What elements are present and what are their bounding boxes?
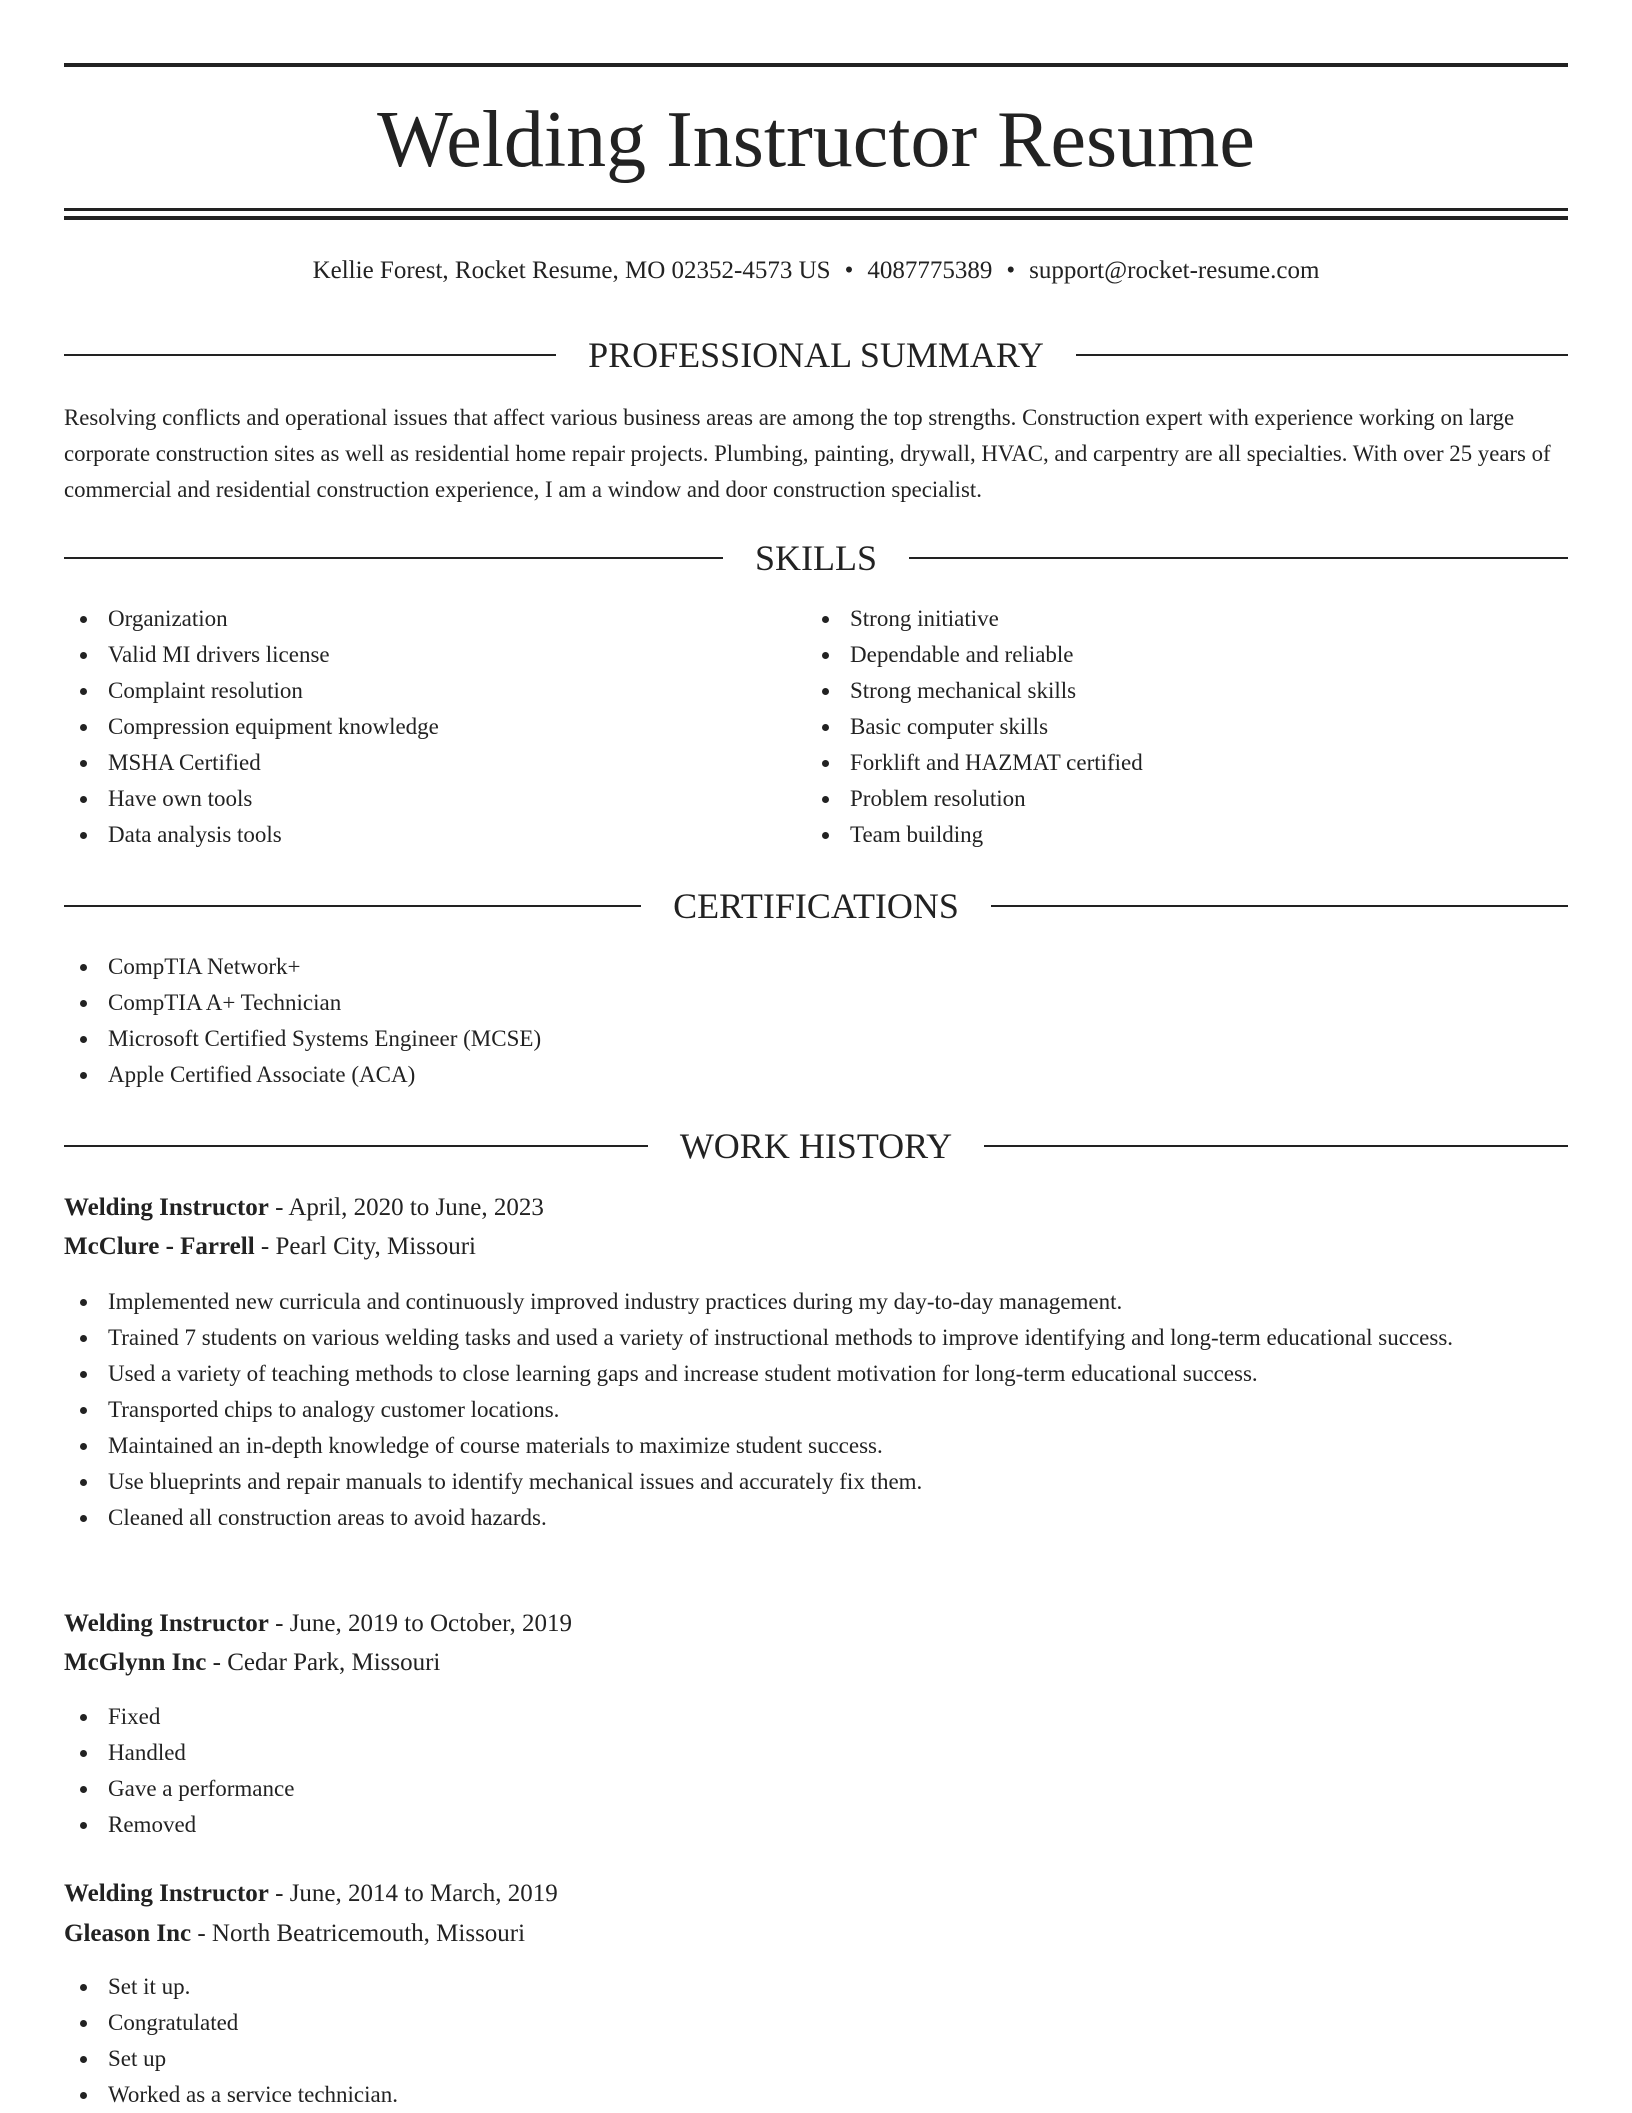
skill-item: Team building [806,817,1546,853]
bullet-dot [80,796,87,803]
bullet-dot [80,1714,87,1721]
certifications-heading [64,884,1568,928]
job-duty-item: Gave a performance [64,1771,1568,1807]
job-duty-item: Fixed [64,1699,1568,1735]
bullet-dot [822,724,829,731]
bullet-dot [80,2092,87,2099]
resume-title: Welding Instructor Resume [377,96,1255,184]
bullet-dot [80,2020,87,2027]
bullet-dot [80,724,87,731]
bullet-dot [80,1072,87,1079]
certification-item: CompTIA Network+ [64,949,1568,985]
skill-item: Data analysis tools [64,817,804,853]
bullet-dot [80,1299,87,1306]
bullet-dot [80,1371,87,1378]
skill-item: Problem resolution [806,781,1546,817]
job-duty-item: Use blueprints and repair manuals to identify mechanical issues and accurately fix them. [64,1464,1568,1500]
job-duty-item: Cleaned all construction areas to avoid hazards. [64,1500,1568,1536]
skill-item: MSHA Certified [64,745,804,781]
job-duty-item: Congratulated [64,2005,1568,2041]
work-history-heading-label: WORK HISTORY [679,1126,953,1166]
bullet-dot [80,1515,87,1522]
bullet-dot [80,1984,87,1991]
summary-heading [64,333,1568,377]
skills-heading-label: SKILLS [755,538,878,578]
heading-rule [64,1145,648,1147]
bullet-dot [80,1036,87,1043]
heading-rule [64,905,641,907]
work-history-heading [64,1124,1568,1168]
job-title: Welding Instructor [64,1880,269,1907]
job-location: - Cedar Park, Missouri [206,1649,441,1676]
job-duty-item: Set up [64,2041,1568,2077]
skill-item: Strong mechanical skills [806,673,1546,709]
job-duty-item: Worked as a service technician. [64,2077,1568,2113]
heading-rule [64,557,723,559]
job-duty-item: Used a variety of teaching methods to close learning gaps and increase student motivation for long-term educational success. [64,1356,1568,1392]
certification-item: CompTIA A+ Technician [64,985,1568,1021]
bullet-dot [822,832,829,839]
bullet-dot [822,796,829,803]
bullet-dot [80,760,87,767]
certification-item: Apple Certified Associate (ACA) [64,1057,1568,1093]
job-title: Welding Instructor [64,1194,269,1221]
job-company: McClure - Farrell [64,1233,255,1260]
job-duties-list [64,1284,1568,1536]
contact-email: support@rocket-resume.com [1029,257,1320,284]
heading-rule [64,354,556,356]
skills-list-right [806,601,1546,853]
bullet-dot [80,832,87,839]
job-location: - Pearl City, Missouri [254,1233,476,1260]
skill-item: Forklift and HAZMAT certified [806,745,1546,781]
skill-item: Basic computer skills [806,709,1546,745]
bullet-dot [80,1750,87,1757]
bullet-dot [80,616,87,623]
bullet-dot [80,688,87,695]
header-double-rule-upper [64,208,1568,211]
skill-item: Have own tools [64,781,804,817]
job-duties-list [64,1969,1568,2113]
job-duty-item: Set it up. [64,1969,1568,2005]
contact-separator: • [1006,257,1016,284]
bullet-dot [822,616,829,623]
job-duty-item: Maintained an in-depth knowledge of course materials to maximize student success. [64,1428,1568,1464]
heading-rule [909,557,1568,559]
job-duties-list [64,1699,1568,1843]
job-duty-item: Transported chips to analogy customer locations. [64,1392,1568,1428]
heading-rule [984,1145,1568,1147]
job-dates: - June, 2014 to March, 2019 [268,1880,558,1907]
contact-phone: 4087775389 [867,257,993,284]
bullet-dot [80,1000,87,1007]
job-title-line [64,1875,558,1913]
skill-item: Compression equipment knowledge [64,709,804,745]
bullet-dot [80,652,87,659]
summary-text: Resolving conflicts and operational issues that affect various business areas are among the top strengths. Construction expert with experience working on large corporate construction sites as well as residential home repair projects. Plumbing, painting, drywall, HVAC, and carpentry are all specialties. With over 25 years of commercial and residential construction experience, I am a window and door construction specialist. [64,405,1551,502]
job-title-line [64,1605,572,1643]
contact-address: Kellie Forest, Rocket Resume, MO 02352-4573 US [312,257,831,284]
job-duty-item: Handled [64,1735,1568,1771]
header-double-rule-lower [64,216,1568,220]
job-dates: - June, 2019 to October, 2019 [268,1610,572,1637]
contact-separator: • [844,257,854,284]
bullet-dot [80,1443,87,1450]
certifications-list [64,949,1568,1093]
job-company-line [64,1915,525,1953]
bullet-dot [822,688,829,695]
job-title: Welding Instructor [64,1610,269,1637]
job-dates: - April, 2020 to June, 2023 [268,1194,544,1221]
skill-item: Valid MI drivers license [64,637,804,673]
bullet-dot [80,1335,87,1342]
bullet-dot [80,2056,87,2063]
job-duty-item: Removed [64,1807,1568,1843]
heading-rule [991,905,1568,907]
skill-item: Organization [64,601,804,637]
header-top-rule [64,63,1568,67]
job-company-line [64,1228,476,1266]
job-company-line [64,1644,440,1682]
bullet-dot [822,760,829,767]
bullet-dot [80,1407,87,1414]
job-title-line [64,1189,544,1227]
job-company: Gleason Inc [64,1920,192,1947]
job-company: McGlynn Inc [64,1649,207,1676]
heading-rule [1076,354,1568,356]
certification-item: Microsoft Certified Systems Engineer (MCSE) [64,1021,1568,1057]
bullet-dot [80,1822,87,1829]
summary-heading-label: PROFESSIONAL SUMMARY [588,335,1044,375]
contact-line [64,254,1568,288]
skill-item: Dependable and reliable [806,637,1546,673]
skill-item: Strong initiative [806,601,1546,637]
job-location: - North Beatricemouth, Missouri [191,1920,526,1947]
job-duty-item: Trained 7 students on various welding tasks and used a variety of instructional methods to improve identifying and long-term educational success. [64,1320,1568,1356]
bullet-dot [80,1479,87,1486]
bullet-dot [80,964,87,971]
skills-list-left [64,601,804,853]
bullet-dot [822,652,829,659]
certifications-heading-label: CERTIFICATIONS [673,886,959,926]
skills-heading [64,536,1568,580]
skill-item: Complaint resolution [64,673,804,709]
job-duty-item: Implemented new curricula and continuously improved industry practices during my day-to-day management. [64,1284,1568,1320]
bullet-dot [80,1786,87,1793]
